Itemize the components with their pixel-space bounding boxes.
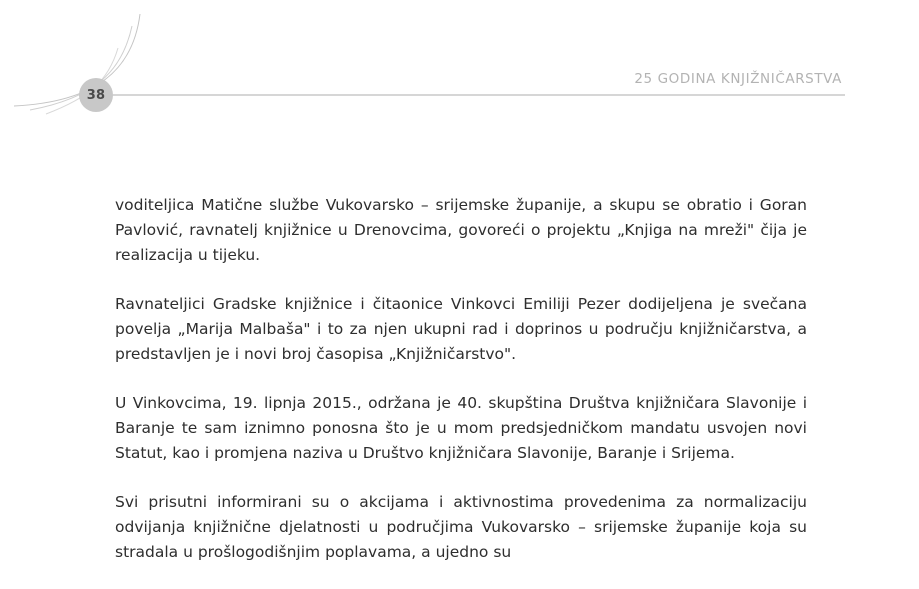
body-text xyxy=(115,193,807,589)
running-header-title: 25 GODINA KNJIŽNIČARSTVA xyxy=(634,71,842,87)
paragraph-4: Svi prisutni informirani su o akcijama i aktivnostima provedenima za normalizaciju odvijanja knjižnične djelatnosti u područjima Vukovarsko – srijemske županije koja su stradala u prošlogodišnjim poplavama, a ujedno su xyxy=(115,493,807,561)
paragraph-3: U Vinkovcima, 19. lipnja 2015., održana je 40. skupština Društva knjižničara Slavonije i Baranje te sam iznimno ponosna što je u mom predsjedničkom mandatu usvojen novi Statut, kao i promjena naziva u Društvo knjižničara Slavonije, Baranje i Srijema. xyxy=(115,394,807,462)
decorative-swoosh-outer xyxy=(14,14,140,106)
paragraph-1: voditeljica Matične službe Vukovarsko – srijemske županije, a skupu se obratio i Goran Pavlović, ravnatelj knjižnice u Drenovcima, govoreći o projektu „Knjiga na mreži" čija je realizacija u tijeku. xyxy=(115,196,807,264)
paragraph-2: Ravnateljici Gradske knjižnice i čitaonice Vinkovci Emiliji Pezer dodijeljena je svečana povelja „Marija Malbaša" i to za njen ukupni rad i doprinos u području knjižničarstva, a predstavljen je i novi broj časopisa „Knjižničarstvo". xyxy=(115,295,807,363)
page-number-badge: 38 xyxy=(79,78,113,112)
